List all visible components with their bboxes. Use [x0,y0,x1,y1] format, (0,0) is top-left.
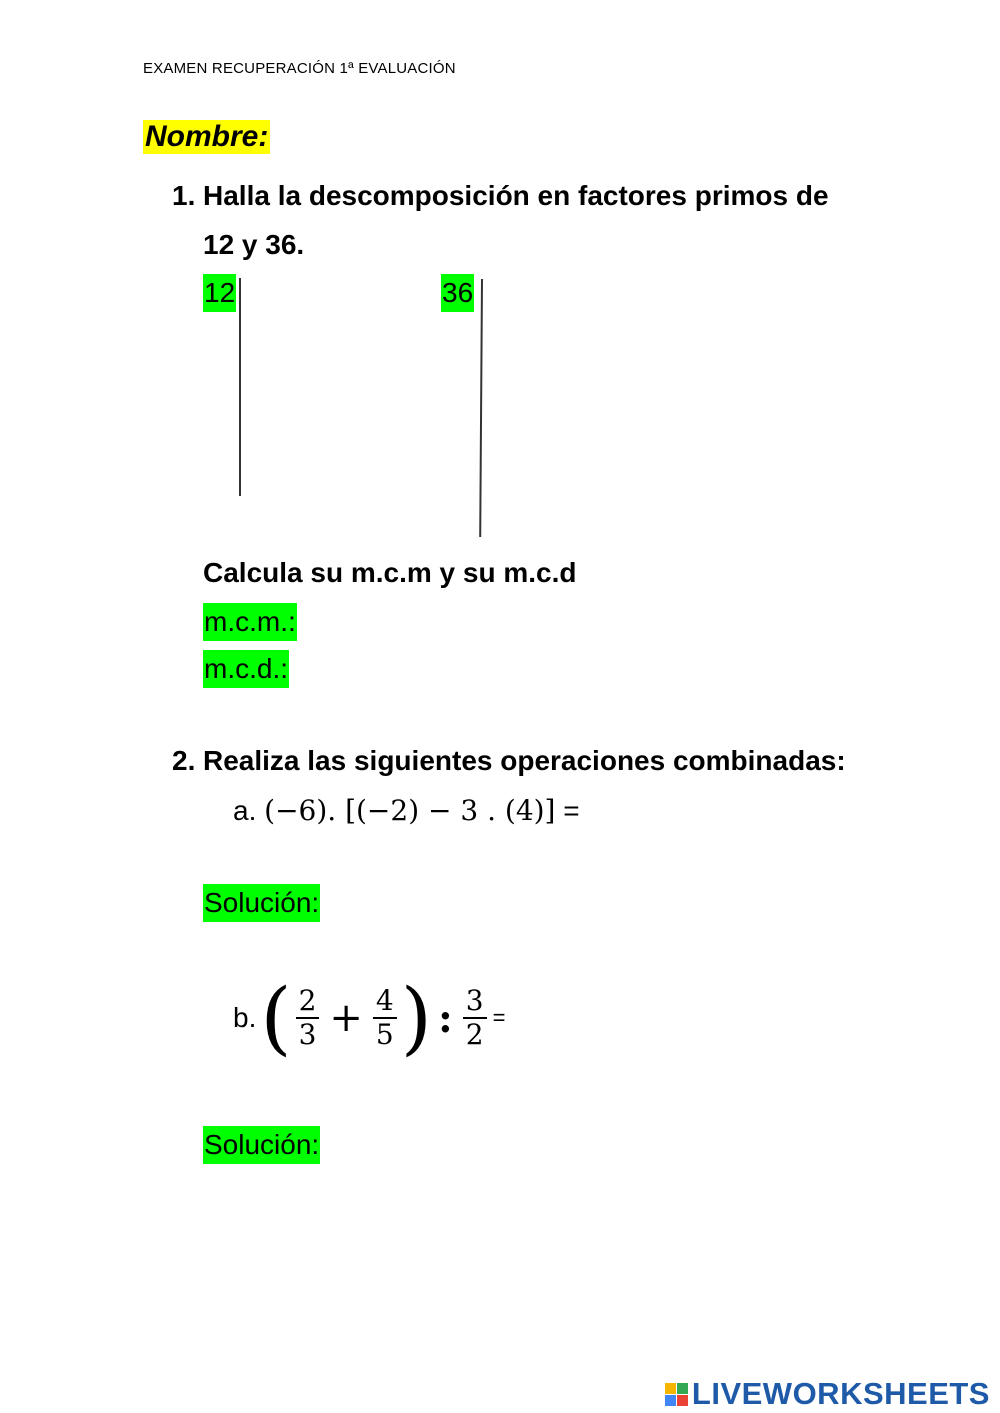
fraction-2-3-numerator: 2 [296,985,320,1019]
operation-a-expression: (−6). [(−2) − 3 . (4)] [264,794,556,827]
division-line-12 [239,278,241,496]
operation-a-equals: = [563,795,580,826]
question-1-text-line2: 12 y 36. [203,229,305,260]
operation-b-equals: = [492,1005,506,1030]
fraction-4-5-numerator: 4 [373,985,397,1019]
question-2-number: 2. [172,745,196,776]
question-1-number: 1. [172,180,196,211]
right-paren: ) [400,971,432,1064]
factor-number-36: 36 [441,274,474,312]
solution-b-field[interactable]: Solución: [203,1126,320,1164]
solution-a-field[interactable]: Solución: [203,884,320,922]
fraction-3-2-numerator: 3 [463,985,487,1019]
division-line-36 [479,279,482,537]
operation-a-label: a. [233,795,257,826]
left-paren: ( [260,971,292,1064]
question-2-text: Realiza las siguientes operaciones combinadas: [203,745,846,776]
operation-b [233,971,506,1064]
operation-a [233,794,580,827]
mcm-answer-field[interactable]: m.c.m.: [203,603,297,641]
divide-sign: : [437,994,453,1042]
fraction-2-3 [296,985,320,1051]
logo-text: LIVEWORKSHEETS [691,1376,990,1411]
fraction-4-5 [373,985,397,1051]
fraction-2-3-denominator: 3 [298,1018,317,1051]
fraction-3-2-denominator: 2 [465,1018,484,1051]
liveworksheets-logo [665,1376,990,1412]
factor-number-12: 12 [203,274,236,312]
logo-mark-icon [665,1383,688,1406]
fraction-3-2 [463,985,487,1051]
mcd-answer-field[interactable]: m.c.d.: [203,650,289,688]
plus-sign: + [329,995,363,1041]
name-label: Nombre: [145,120,269,153]
question-1-text-line1: Halla la descomposición en factores primos de [203,180,829,211]
fraction-4-5-denominator: 5 [375,1018,394,1051]
subquestion-mcm-mcd: Calcula su m.c.m y su m.c.d [203,557,577,588]
operation-b-label: b. [233,1002,257,1033]
exam-header: EXAMEN RECUPERACIÓN 1ª EVALUACIÓN [143,60,456,77]
